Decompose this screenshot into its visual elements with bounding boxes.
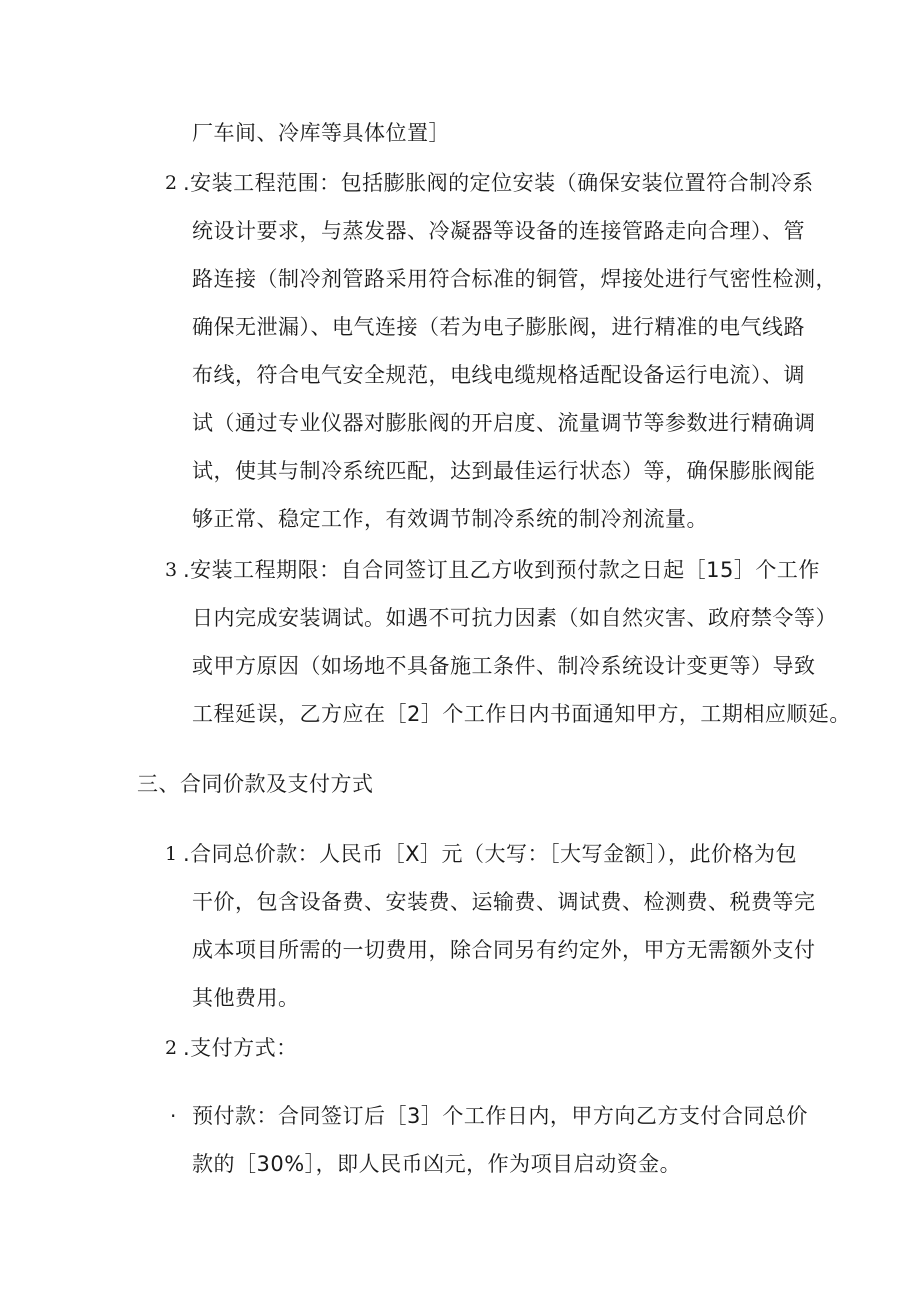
bullet-line-1: 预付款：合同签订后［3］个工作日内，甲方向乙方支付合同总价 (192, 1104, 808, 1128)
section2-item2-line-6: 试（通过专业仪器对膨胀阀的开启度、流量调节等参数进行精确调 (192, 411, 816, 435)
section2-item2-line-2: 统设计要求，与蒸发器、冷凝器等设备的连接管路走向合理）、管 (192, 219, 805, 243)
section2-item3-line-1: .安装工程期限：自合同签订且乙方收到预付款之日起［15］个工作 (183, 558, 820, 582)
intro-continuation-line: 厂车间、冷库等具体位置］ (192, 121, 450, 145)
section3-heading: 三、合同价款及支付方式 (137, 772, 374, 796)
section3-item1-line-3: 成本项目所需的一切费用，除合同另有约定外，甲方无需额外支付 (192, 938, 816, 962)
section2-item2-line-8: 够正常、稳定工作，有效调节制冷系统的制冷剂流量。 (192, 507, 708, 531)
bullet-marker: · (170, 1104, 177, 1128)
section3-item1-line-1: .合同总价款：人民币［X］元（大写：［大写金额］），此价格为包 (183, 842, 798, 866)
section2-item2-line-5: 布线，符合电气安全规范，电线电缆规格适配设备运行电流）、调 (192, 363, 805, 387)
bullet-line-2: 款的［30%］，即人民币凶元，作为项目启动资金。 (192, 1152, 682, 1176)
section2-item2-line-3: 路连接（制冷剂管路采用符合标准的铜管，焊接处进行气密性检测， (192, 267, 837, 291)
section3-item2-line-1: .支付方式： (183, 1036, 298, 1060)
section2-item2-line-1: .安装工程范围：包括膨胀阀的定位安装（确保安装位置符合制冷系 (183, 171, 814, 195)
section2-item-number: 2 (165, 172, 178, 194)
section3-item-number: 1 (165, 843, 178, 865)
section3-item1-line-4: 其他费用。 (192, 986, 300, 1010)
section2-item3-line-2: 日内完成安装调试。如遇不可抗力因素（如自然灾害、政府禁令等） (192, 606, 837, 630)
section2-item2-line-7: 试，使其与制冷系统匹配，达到最佳运行状态）等，确保膨胀阀能 (192, 459, 816, 483)
section3-item1-line-2: 干价，包含设备费、安装费、运输费、调试费、检测费、税费等完 (192, 890, 816, 914)
section2-item2-line-4: 确保无泄漏）、电气连接（若为电子膨胀阀，进行精准的电气线路 (192, 315, 805, 339)
section2-item3-line-3: 或甲方原因（如场地不具备施工条件、制冷系统设计变更等）导致 (192, 654, 816, 678)
section3-item-number: 2 (165, 1037, 178, 1059)
section2-item3-line-4: 工程延误，乙方应在［2］个工作日内书面通知甲方，工期相应顺延。 (192, 702, 851, 726)
section2-item-number: 3 (165, 559, 178, 581)
